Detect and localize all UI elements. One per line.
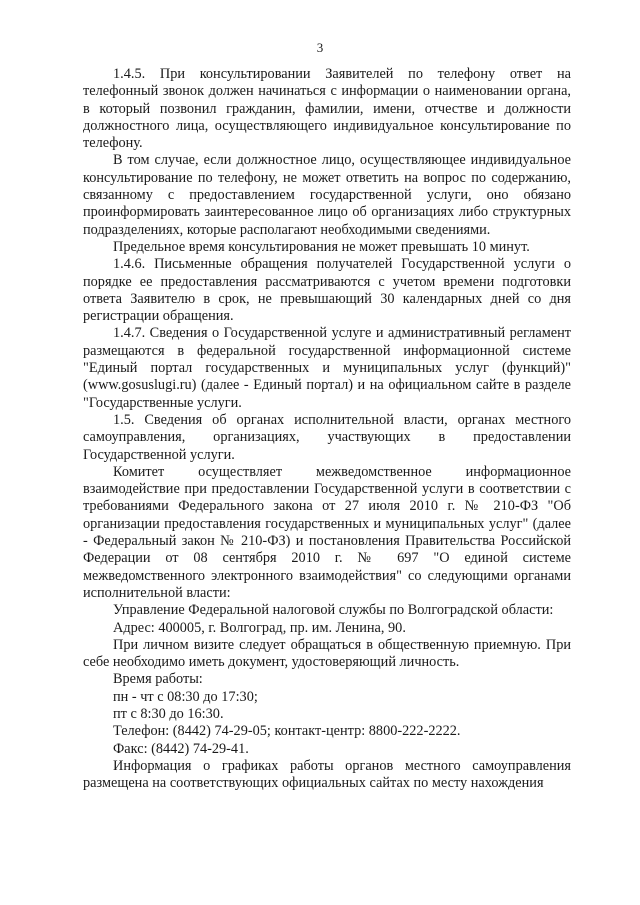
paragraph-local-schedules: Информация о графиках работы органов местного самоуправления размещена на соответствующих официальных сайтах по месту нахождения [83, 757, 571, 792]
fax-line: Факс: (8442) 74-29-41. [113, 740, 249, 757]
paragraph-tax-service: Управление Федеральной налоговой службы по Волгоградской области: [113, 602, 554, 619]
paragraph-committee: Комитет осуществляет межведомственное информационное взаимодействие при предоставлении Государственной услуги в соответствии с требованиями Федерального закона от 27 июля 2010 г. № 210-ФЗ "Об организации предоставления государственных и муниципальных услуг" (далее - Федеральный закон № 210-ФЗ) и постановления Правительства Российской Федерации от 08 сентября 2010 г. № 697 "О единой системе межведомственного электронного взаимодействия" со следующими органами исполнительной власти: [83, 463, 571, 601]
paragraph-1-5: 1.5. Сведения об органах исполнительной власти, органах местного самоуправления, организациях, участвующих в предоставлении Государственной услуги. [83, 411, 571, 463]
work-hours-label: Время работы: [113, 671, 203, 688]
paragraph-1-4-5: 1.4.5. При консультировании Заявителей по телефону ответ на телефонный звонок должен начинаться с информации о наименовании органа, в который позвонил гражданин, фамилии, имени, отчестве и должности должностного лица, осуществляющего индивидуальное консультирование по телефону. [83, 66, 571, 152]
address-line: Адрес: 400005, г. Волгоград, пр. им. Ленина, 90. [113, 619, 406, 636]
paragraph-1-4-6: 1.4.6. Письменные обращения получателей Государственной услуги о порядке ее предоставления рассматриваются с учетом времени подготовки ответа Заявителю в срок, не превышающий 30 календарных дней со дня регистрации обращения. [83, 256, 571, 325]
paragraph-phone-unable: В том случае, если должностное лицо, осуществляющее индивидуальное консультирование по телефону, не может ответить на вопрос по содержанию, связанному с предоставлением государственной услуги, оно обязано проинформировать заинтересованное лицо об организациях либо структурных подразделениях, которые располагают необходимыми сведениями. [83, 152, 571, 238]
work-hours-mon-thu: пн - чт с 08:30 до 17:30; [113, 688, 258, 705]
document-body [83, 66, 571, 792]
paragraph-1-4-7: 1.4.7. Сведения о Государственной услуге и административный регламент размещаются в федеральной государственной информационной системе "Единый портал государственных и муниципальных услуг (функций)" (www.gosuslugi.ru) (далее - Единый портал) и на официальном сайте в разделе "Государственные услуги. [83, 325, 571, 411]
paragraph-time-limit: Предельное время консультирования не может превышать 10 минут. [113, 238, 530, 255]
paragraph-visit: При личном визите следует обращаться в общественную приемную. При себе необходимо иметь документ, удостоверяющий личность. [83, 636, 571, 671]
page-number: 3 [316, 40, 324, 55]
work-hours-fri: пт с 8:30 до 16:30. [113, 705, 224, 722]
phone-line: Телефон: (8442) 74-29-05; контакт-центр: 8800-222-2222. [113, 723, 461, 740]
